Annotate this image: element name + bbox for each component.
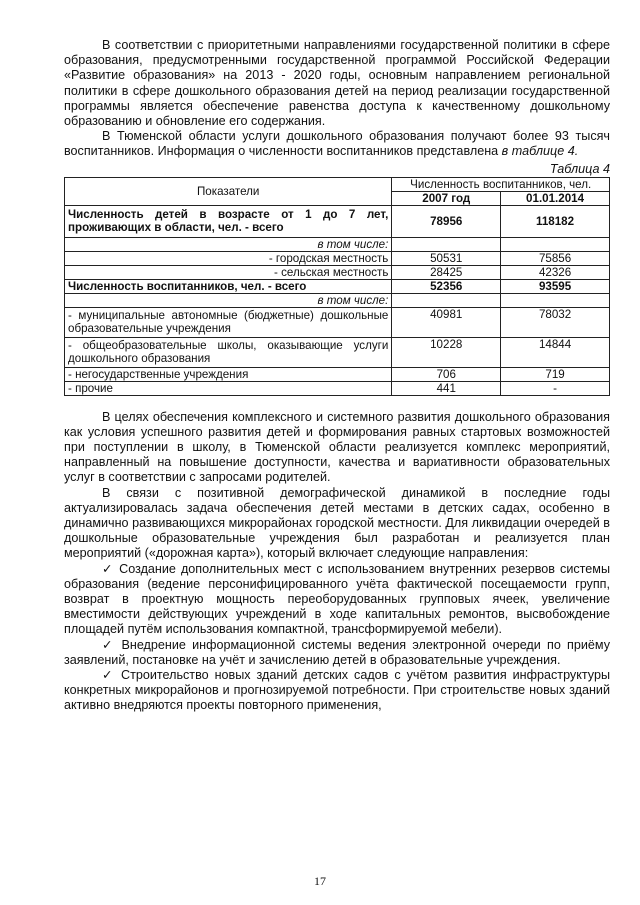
table-row [65,337,610,367]
table-row [65,205,610,237]
bullet-construction [64,668,610,714]
row-value-2014: 78032 [501,307,610,337]
document-page [64,38,610,714]
row-label: Численность детей в возрасте от 1 до 7 лет, проживающих в области, чел. - всего [65,205,392,237]
row-value-2014: 719 [501,367,610,381]
row-value-2007 [392,237,501,251]
checkmark-icon: ✓ [102,561,115,576]
row-value-2014: - [501,381,610,395]
row-label: в том числе: [65,237,392,251]
table-row [65,381,610,395]
row-value-2007: 10228 [392,337,501,367]
checkmark-icon: ✓ [102,637,116,652]
table-row [65,265,610,279]
row-label: - муниципальные автономные (бюджетные) дошкольные образовательные учреждения [65,307,392,337]
row-value-2007 [392,293,501,307]
paragraph-demographic: В связи с позитивной демографической динамикой в последние годы актуализировалась задача обеспечения детей местами в детских садах, особенно в динамично развивающихся микрорайонах городской местности. Для ликвидации очередей в дошкольные образовательные учреждения был разработан и реализуется план мероприятий («дорожная карта»), который включает следующие направления: [64,485,610,561]
paragraph-complex-development: В целях обеспечения комплексного и системного развития дошкольного образования как условия успешного развития детей и формирования равных стартовых возможностей при поступлении в школу, в Тюменской области реализуется комплекс мероприятий, направленный на повышение доступности, качества и вариативности образовательных услуг в соответствии с запросами родителей. [64,409,610,485]
row-value-2007: 78956 [392,205,501,237]
row-label: - прочие [65,381,392,395]
table-row [65,279,610,293]
header-indicators: Показатели [65,177,392,205]
bullet-electronic-queue [64,638,610,668]
row-label: - городская местность [65,251,392,265]
bullet-text: Строительство новых зданий детских садов с учётом развития инфраструктуры конкретных микрорайонов и прогнозируемой потребности. При строительстве новых зданий активно внедряются проекты повторного применения, [64,668,611,713]
row-value-2014: 118182 [501,205,610,237]
row-label: - негосударственные учреждения [65,367,392,381]
row-value-2014: 42326 [501,265,610,279]
table-caption: Таблица 4 [549,161,610,176]
row-label: в том числе: [65,293,392,307]
table-row [65,251,610,265]
intro-paragraph-2-text: В Тюменской области услуги дошкольного образования получают более 93 тысяч воспитанников. Информация о численности воспитанников представлена [64,129,610,159]
table-row [65,307,610,337]
intro-paragraph-2 [64,129,610,159]
intro-paragraph-1: В соответствии с приоритетными направлениями государственной политики в сфере образования, предусмотренными государственной программой Российской Федерации «Развитие образования» на 2013 - 2020 годы, основным направлением региональной политики в сфере дошкольного образования детей на период реализации государственной программы является обеспечение равенства доступа к качественному дошкольному образованию и обновление его содержания. [64,38,610,129]
bullet-text: Создание дополнительных мест с использованием внутренних резервов системы образования (ведение персонифицированного учёта фактической посещаемости групп, возврат в проектную мощность переоборудованных групповых ячеек, увеличение вместимости действующих учреждений в ходе капитальных ремонтов, высвобождение площадей путём использования компактной, трансформируемой мебели). [64,561,610,637]
row-value-2007: 28425 [392,265,501,279]
header-year-2007: 2007 год [392,191,501,205]
bullet-text: Внедрение информационной системы ведения электронной очереди по приёму заявлений, постановке на учёт и зачислению детей в образовательные учреждения. [64,637,610,667]
row-value-2014 [501,237,610,251]
header-year-2014: 01.01.2014 [501,191,610,205]
header-count: Численность воспитанников, чел. [392,177,610,191]
bullet-additional-places [64,562,610,638]
row-value-2007: 441 [392,381,501,395]
pupils-table [64,177,610,396]
row-value-2007: 706 [392,367,501,381]
row-value-2014: 75856 [501,251,610,265]
table-row [65,367,610,381]
row-value-2014: 14844 [501,337,610,367]
table-reference: в таблице 4. [501,144,579,159]
checkmark-icon: ✓ [102,668,116,683]
table-row [65,237,610,251]
row-label: - сельская местность [65,265,392,279]
table-row [65,293,610,307]
row-label: Численность воспитанников, чел. - всего [65,279,392,293]
page-number: 17 [314,874,326,888]
row-value-2007: 50531 [392,251,501,265]
row-value-2014 [501,293,610,307]
row-value-2007: 40981 [392,307,501,337]
row-value-2007: 52356 [392,279,501,293]
row-value-2014: 93595 [501,279,610,293]
row-label: - общеобразовательные школы, оказывающие услуги дошкольного образования [65,337,392,367]
